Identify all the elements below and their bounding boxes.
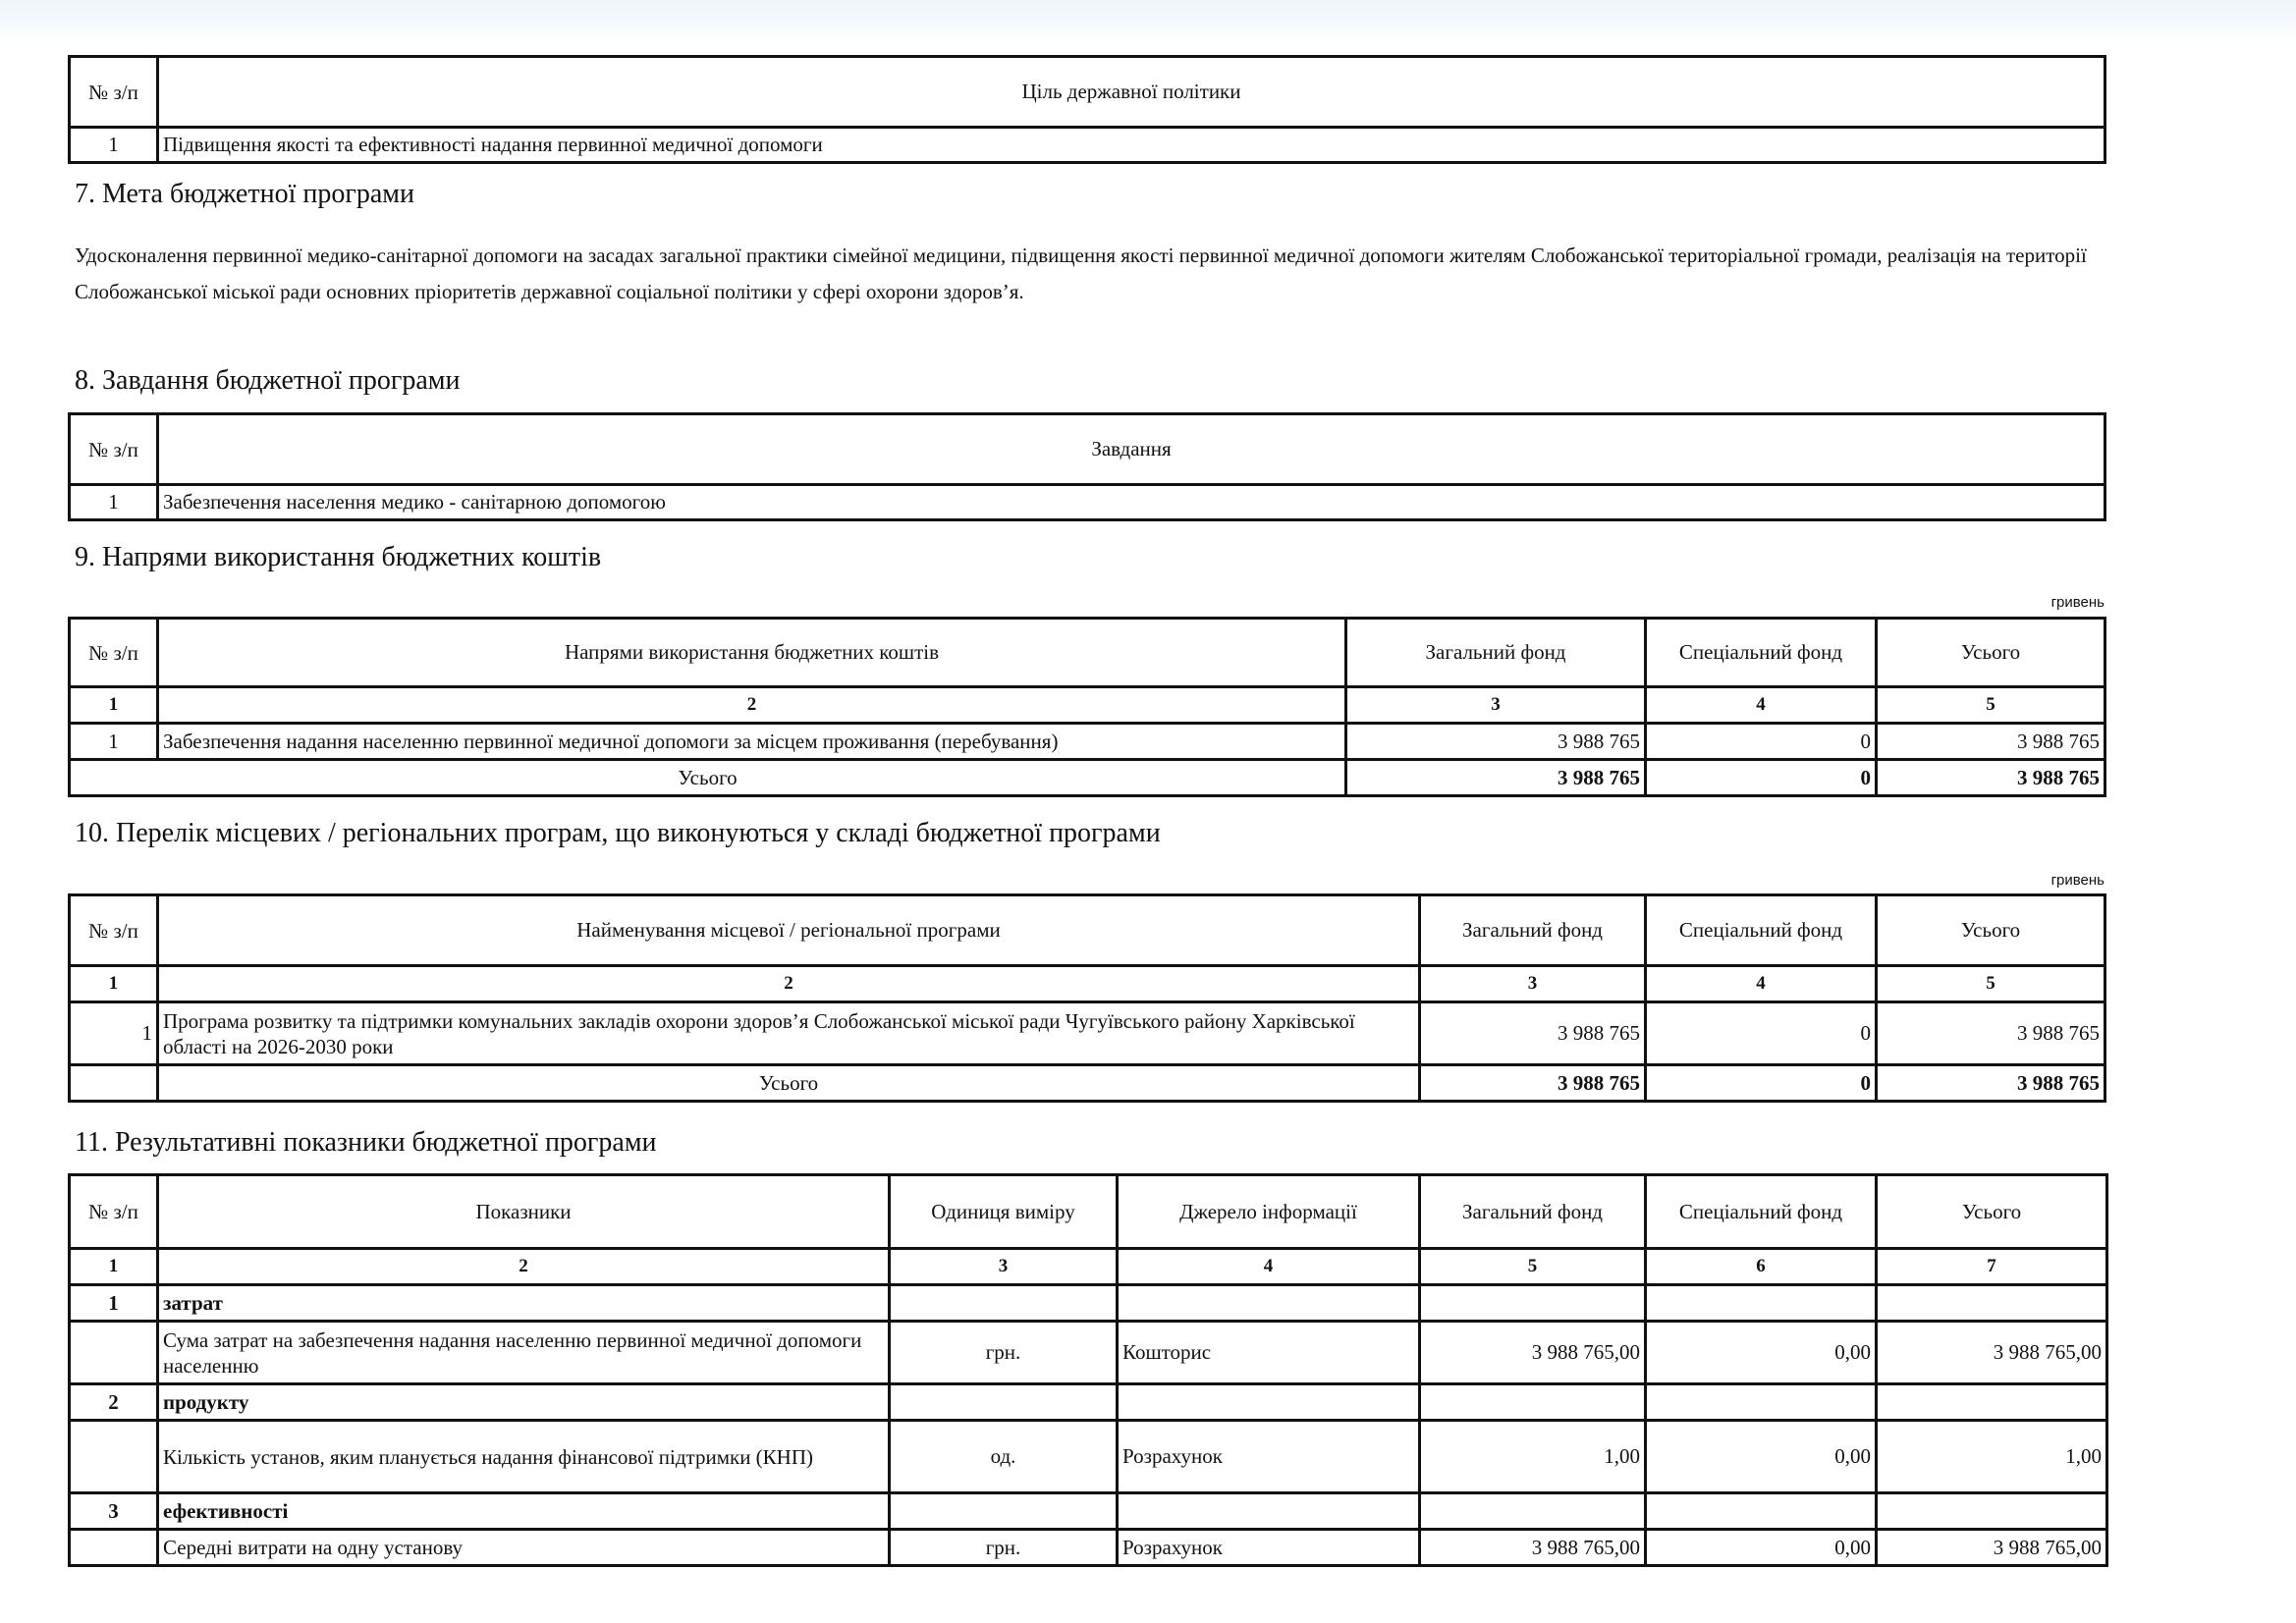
col-number: 1 [70, 966, 158, 1002]
row-total: 3 988 765 [1877, 1002, 2105, 1065]
currency-unit-label: гривень [2050, 594, 2105, 611]
section-9-title: 9. Напрями використання бюджетних коштів [75, 542, 602, 572]
indicator-total: 3 988 765,00 [1877, 1322, 2107, 1384]
row-text: Забезпечення населення медико - санітарною допомогою [158, 485, 2105, 520]
indicator-special-fund: 0,00 [1646, 1421, 1877, 1493]
indicator-general-fund: 3 988 765,00 [1420, 1322, 1646, 1384]
row-text: Забезпечення надання населенню первинної медичної допомоги за місцем проживання (перебування) [158, 724, 1346, 760]
indicator-group-row [70, 1285, 2107, 1322]
col-number: 4 [1646, 966, 1877, 1002]
empty-cell [1420, 1384, 1646, 1421]
currency-unit-label: гривень [2050, 872, 2105, 889]
total-general-fund: 3 988 765 [1346, 760, 1646, 796]
indicator-general-fund: 3 988 765,00 [1420, 1530, 1646, 1566]
header-no: № з/п [70, 619, 158, 687]
indicator-source: Розрахунок [1118, 1421, 1420, 1493]
indicator-row [70, 1421, 2107, 1493]
scan-top-shade [0, 0, 2296, 44]
header-unit: Одиниця виміру [890, 1175, 1118, 1249]
header-policy-goal: Ціль державної політики [158, 57, 2105, 128]
header-general-fund: Загальний фонд [1346, 619, 1646, 687]
indicator-row [70, 1322, 2107, 1384]
group-no: 3 [70, 1493, 158, 1530]
section-11-title: 11. Результативні показники бюджетної програми [75, 1127, 657, 1158]
empty-cell [1646, 1493, 1877, 1530]
indicator-source: Кошторис [1118, 1322, 1420, 1384]
indicator-text: Середні витрати на одну установу [158, 1530, 890, 1566]
header-indicators: Показники [158, 1175, 890, 1249]
local-programs-table [68, 893, 2106, 1103]
empty-cell [1877, 1285, 2107, 1322]
policy-goal-table [68, 55, 2106, 164]
empty-cell [70, 1421, 158, 1493]
group-name: ефективності [158, 1493, 890, 1530]
row-no: 1 [70, 128, 158, 163]
header-no: № з/п [70, 895, 158, 966]
col-number: 1 [70, 1249, 158, 1285]
total-total: 3 988 765 [1877, 760, 2105, 796]
row-text: Програма розвитку та підтримки комунальних закладів охорони здоров’я Слобожанської міської ради Чугуївського району Харківської області на 2026-2030 роки [158, 1002, 1420, 1065]
section-10-title: 10. Перелік місцевих / регіональних програм, що виконуються у складі бюджетної програми [75, 818, 1161, 848]
indicator-group-row [70, 1493, 2107, 1530]
indicator-text: Сума затрат на забезпечення надання населенню первинної медичної допомоги населенню [158, 1322, 890, 1384]
col-number: 3 [890, 1249, 1118, 1285]
section-8-title: 8. Завдання бюджетної програми [75, 365, 461, 396]
header-program-name: Найменування місцевої / регіональної програми [158, 895, 1420, 966]
header-source: Джерело інформації [1118, 1175, 1420, 1249]
group-no: 2 [70, 1384, 158, 1421]
col-number: 3 [1420, 966, 1646, 1002]
header-no: № з/п [70, 1175, 158, 1249]
total-total: 3 988 765 [1877, 1065, 2105, 1102]
total-general-fund: 3 988 765 [1420, 1065, 1646, 1102]
empty-cell [70, 1530, 158, 1566]
indicator-row [70, 1530, 2107, 1566]
empty-cell [70, 1322, 158, 1384]
group-no: 1 [70, 1285, 158, 1322]
empty-cell [1420, 1285, 1646, 1322]
row-special-fund: 0 [1646, 724, 1877, 760]
header-total: Усього [1877, 1175, 2107, 1249]
empty-cell [1877, 1384, 2107, 1421]
table-row [70, 1002, 2105, 1065]
total-special-fund: 0 [1646, 760, 1877, 796]
row-special-fund: 0 [1646, 1002, 1877, 1065]
empty-cell [1646, 1384, 1877, 1421]
indicator-source: Розрахунок [1118, 1530, 1420, 1566]
empty-cell [890, 1285, 1118, 1322]
indicator-special-fund: 0,00 [1646, 1530, 1877, 1566]
group-name: продукту [158, 1384, 890, 1421]
col-number: 4 [1646, 687, 1877, 724]
table-row [70, 128, 2105, 163]
indicator-total: 3 988 765,00 [1877, 1530, 2107, 1566]
performance-indicators-table [68, 1173, 2108, 1567]
total-row [70, 1065, 2105, 1102]
col-number: 3 [1346, 687, 1646, 724]
row-general-fund: 3 988 765 [1420, 1002, 1646, 1065]
header-no: № з/п [70, 57, 158, 128]
indicator-group-row [70, 1384, 2107, 1421]
empty-cell [1118, 1384, 1420, 1421]
indicator-unit: од. [890, 1421, 1118, 1493]
row-text: Підвищення якості та ефективності надання первинної медичної допомоги [158, 128, 2105, 163]
row-no: 1 [70, 724, 158, 760]
col-number: 5 [1877, 966, 2105, 1002]
header-direction: Напрями використання бюджетних коштів [158, 619, 1346, 687]
col-number: 2 [158, 1249, 890, 1285]
header-general-fund: Загальний фонд [1420, 895, 1646, 966]
total-label: Усього [158, 1065, 1420, 1102]
row-no: 1 [70, 485, 158, 520]
tasks-table [68, 412, 2106, 521]
indicator-general-fund: 1,00 [1420, 1421, 1646, 1493]
total-special-fund: 0 [1646, 1065, 1877, 1102]
indicator-special-fund: 0,00 [1646, 1322, 1877, 1384]
total-label: Усього [70, 760, 1346, 796]
row-no: 1 [70, 1002, 158, 1065]
header-special-fund: Спеціальний фонд [1646, 1175, 1877, 1249]
section-7-text: Удосконалення первинної медико-санітарної допомоги на засадах загальної практики сімейної медицини, підвищення якості первинної медичної допомоги жителям Слобожанської територіальної громади, реалізація на території Слобожанської міської ради основних пріоритетів державної соціальної політики у сфері охорони здоров’я. [75, 243, 2087, 303]
header-general-fund: Загальний фонд [1420, 1175, 1646, 1249]
table-row [70, 724, 2105, 760]
empty-cell [1118, 1493, 1420, 1530]
col-number: 7 [1877, 1249, 2107, 1285]
header-special-fund: Спеціальний фонд [1646, 619, 1877, 687]
col-number: 2 [158, 687, 1346, 724]
row-total: 3 988 765 [1877, 724, 2105, 760]
col-number: 2 [158, 966, 1420, 1002]
empty-cell [890, 1493, 1118, 1530]
empty-cell [890, 1384, 1118, 1421]
empty-cell [1877, 1493, 2107, 1530]
header-task: Завдання [158, 414, 2105, 485]
col-number: 1 [70, 687, 158, 724]
section-7-title: 7. Мета бюджетної програми [75, 179, 414, 209]
header-total: Усього [1877, 619, 2105, 687]
empty-cell [1420, 1493, 1646, 1530]
indicator-total: 1,00 [1877, 1421, 2107, 1493]
group-name: затрат [158, 1285, 890, 1322]
col-number: 6 [1646, 1249, 1877, 1285]
table-row [70, 485, 2105, 520]
indicator-unit: грн. [890, 1322, 1118, 1384]
col-number: 5 [1877, 687, 2105, 724]
col-number: 5 [1420, 1249, 1646, 1285]
header-special-fund: Спеціальний фонд [1646, 895, 1877, 966]
indicator-unit: грн. [890, 1530, 1118, 1566]
empty-cell [1646, 1285, 1877, 1322]
row-general-fund: 3 988 765 [1346, 724, 1646, 760]
total-empty-cell [70, 1065, 158, 1102]
header-total: Усього [1877, 895, 2105, 966]
budget-directions-table [68, 617, 2106, 797]
col-number: 4 [1118, 1249, 1420, 1285]
empty-cell [1118, 1285, 1420, 1322]
indicator-text: Кількість установ, яким планується надання фінансової підтримки (КНП) [158, 1421, 890, 1493]
total-row [70, 760, 2105, 796]
header-no: № з/п [70, 414, 158, 485]
